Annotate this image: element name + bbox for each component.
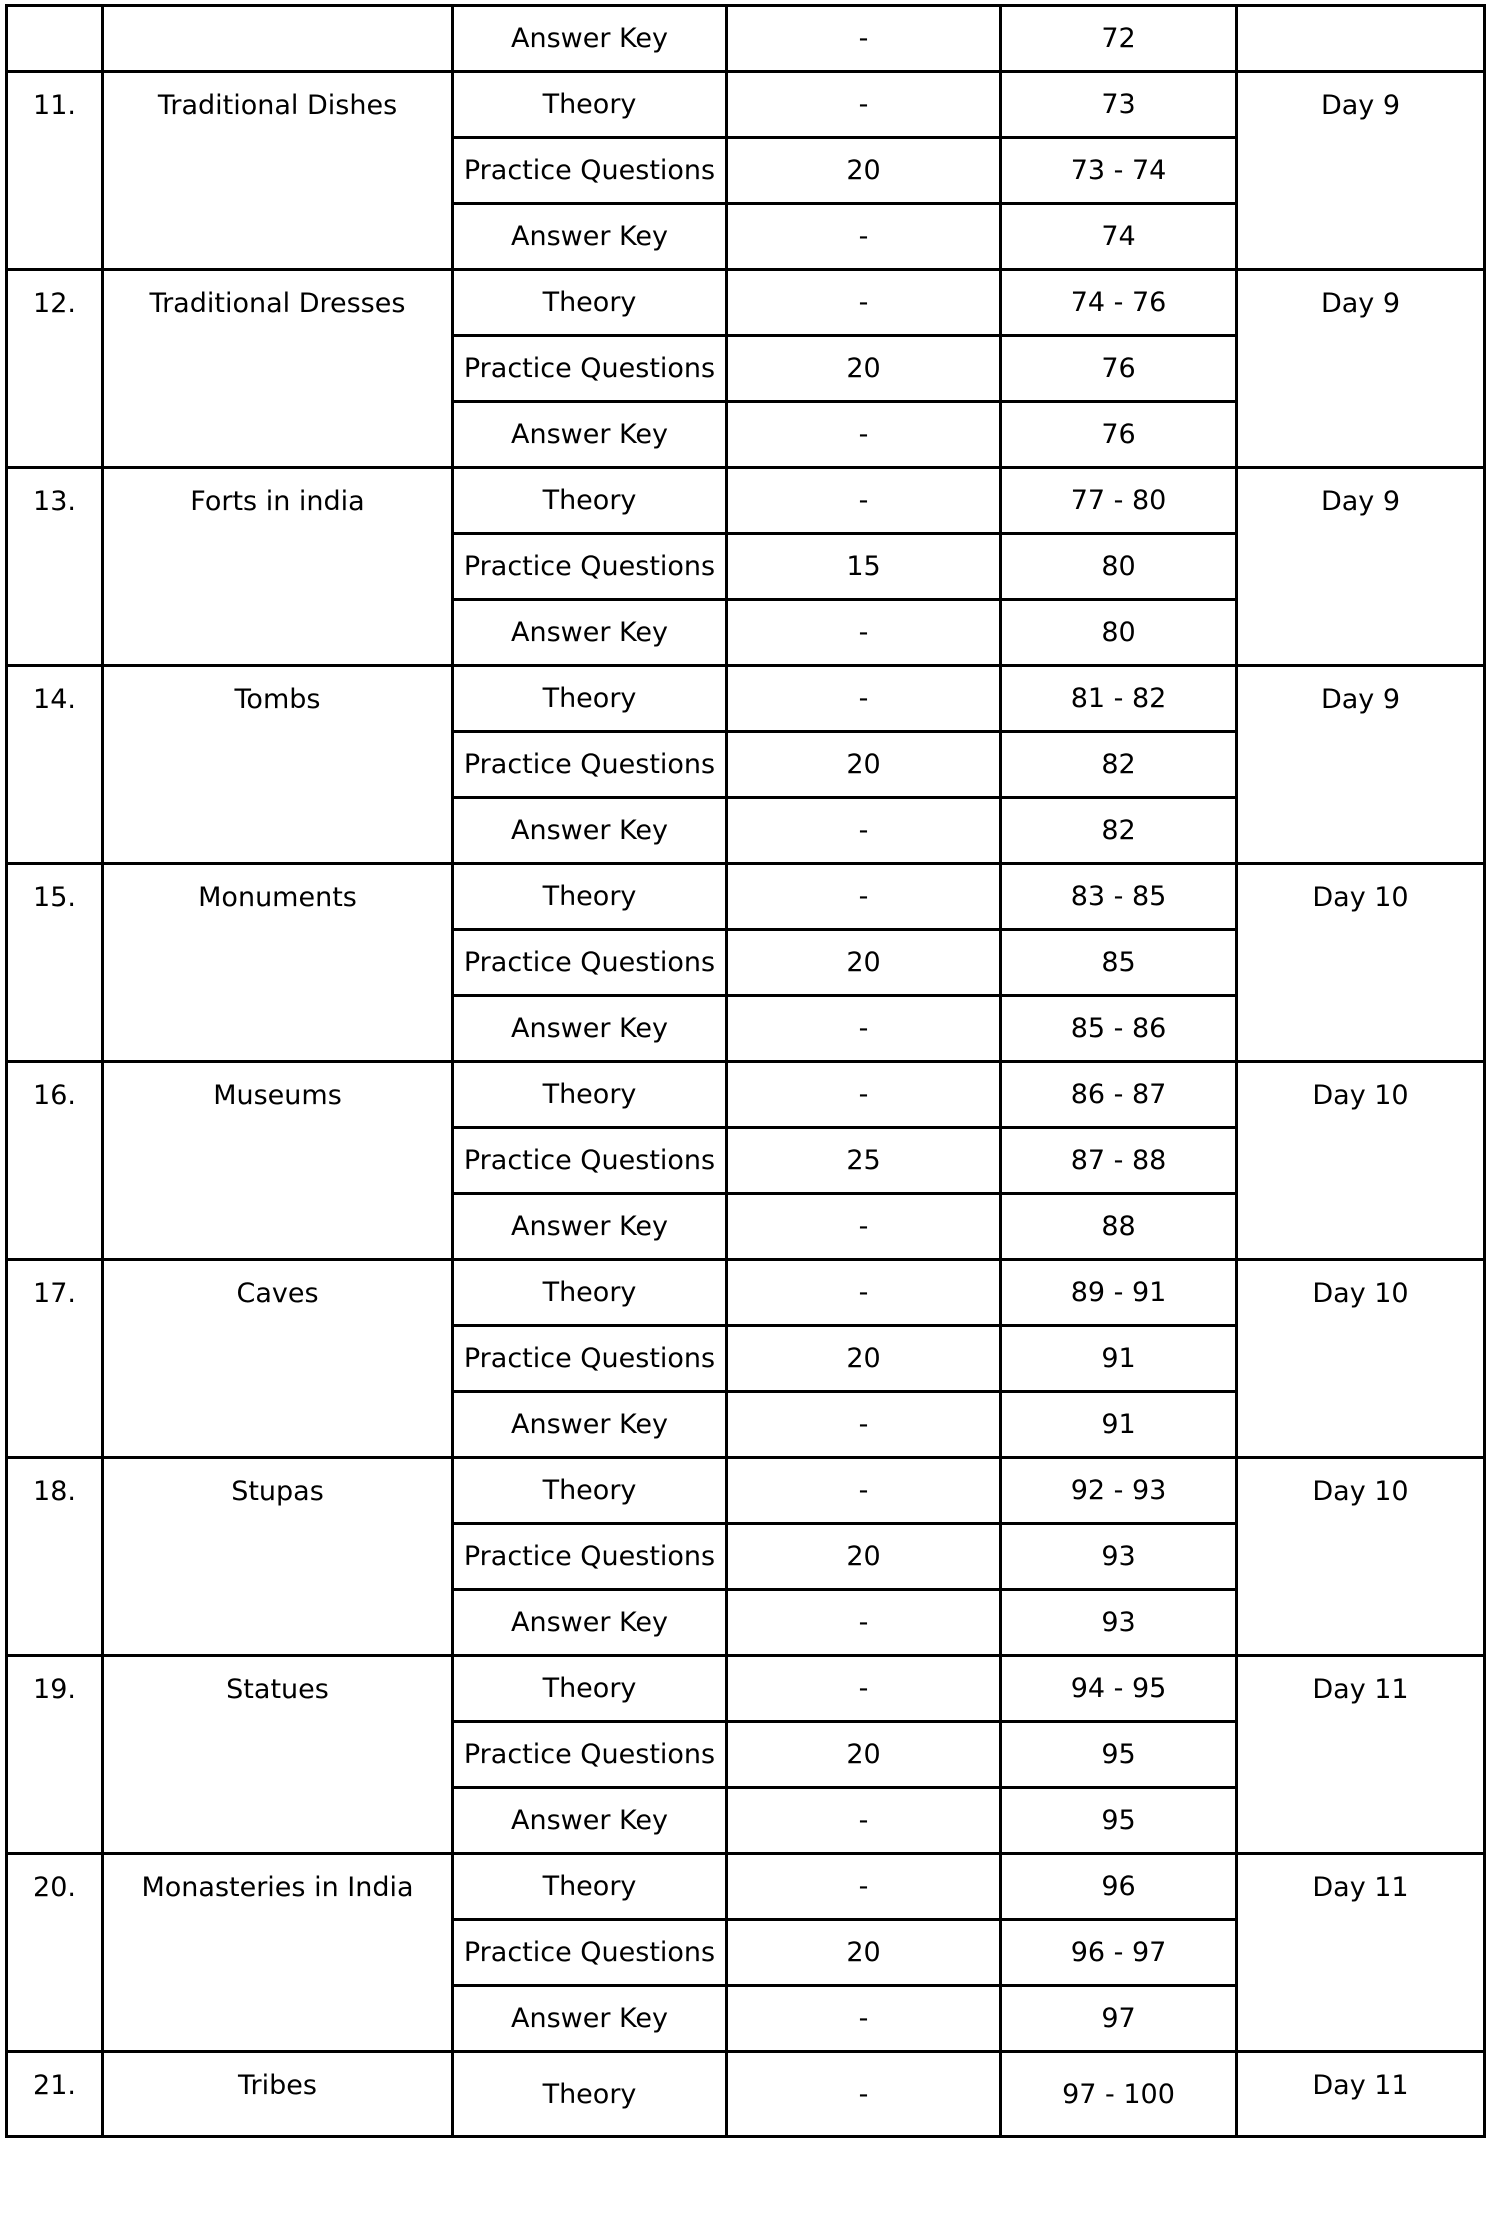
content-type-cell: Theory <box>453 1854 727 1920</box>
question-count-cell: - <box>727 270 1001 336</box>
question-count-cell: - <box>727 864 1001 930</box>
section-day: Day 10 <box>1237 1260 1485 1458</box>
section-day: Day 9 <box>1237 270 1485 468</box>
content-type-cell: Theory <box>453 1062 727 1128</box>
content-type-cell: Practice Questions <box>453 1722 727 1788</box>
page-range-cell: 77 - 80 <box>1001 468 1237 534</box>
question-count-cell: 20 <box>727 930 1001 996</box>
section-topic: Caves <box>103 1260 453 1458</box>
question-count-cell: 25 <box>727 1128 1001 1194</box>
content-type-cell: Theory <box>453 270 727 336</box>
page-range-cell: 95 <box>1001 1788 1237 1854</box>
content-type-cell: Practice Questions <box>453 930 727 996</box>
content-type-cell: Answer Key <box>453 6 727 72</box>
table-row <box>7 6 1485 72</box>
page-range-cell: 85 <box>1001 930 1237 996</box>
table-row <box>7 864 1485 930</box>
section-day: Day 9 <box>1237 468 1485 666</box>
section-number: 16. <box>7 1062 103 1260</box>
content-type-cell: Answer Key <box>453 1788 727 1854</box>
schedule-page <box>5 4 1483 2233</box>
question-count-cell: 15 <box>727 534 1001 600</box>
section-day: Day 11 <box>1237 1656 1485 1854</box>
table-row <box>7 1854 1485 1920</box>
content-type-cell: Answer Key <box>453 1194 727 1260</box>
page-range-cell: 91 <box>1001 1326 1237 1392</box>
content-type-cell: Theory <box>453 864 727 930</box>
section-day: Day 11 <box>1237 1854 1485 2052</box>
content-type-cell: Answer Key <box>453 204 727 270</box>
question-count-cell: - <box>727 1656 1001 1722</box>
question-count-cell: - <box>727 666 1001 732</box>
section-number: 19. <box>7 1656 103 1854</box>
section-day: Day 9 <box>1237 72 1485 270</box>
question-count-cell: - <box>727 1590 1001 1656</box>
content-type-cell: Answer Key <box>453 1392 727 1458</box>
table-row <box>7 1458 1485 1524</box>
page-range-cell: 83 - 85 <box>1001 864 1237 930</box>
section-topic: Monuments <box>103 864 453 1062</box>
topic-cell <box>103 6 453 72</box>
content-type-cell: Answer Key <box>453 402 727 468</box>
page-range-cell: 72 <box>1001 6 1237 72</box>
page-range-cell: 96 <box>1001 1854 1237 1920</box>
section-topic: Tombs <box>103 666 453 864</box>
content-type-cell: Answer Key <box>453 798 727 864</box>
section-topic: Stupas <box>103 1458 453 1656</box>
page-range-cell: 86 - 87 <box>1001 1062 1237 1128</box>
question-count-cell: - <box>727 6 1001 72</box>
content-type-cell: Theory <box>453 666 727 732</box>
question-count-cell: 20 <box>727 1920 1001 1986</box>
page-range-cell: 94 - 95 <box>1001 1656 1237 1722</box>
content-type-cell: Theory <box>453 2052 727 2137</box>
section-topic: Statues <box>103 1656 453 1854</box>
question-count-cell: - <box>727 1788 1001 1854</box>
section-number: 17. <box>7 1260 103 1458</box>
section-topic: Monasteries in India <box>103 1854 453 2052</box>
section-topic: Museums <box>103 1062 453 1260</box>
question-count-cell: - <box>727 1458 1001 1524</box>
page-range-cell: 96 - 97 <box>1001 1920 1237 1986</box>
question-count-cell: - <box>727 1392 1001 1458</box>
content-type-cell: Practice Questions <box>453 336 727 402</box>
content-type-cell: Practice Questions <box>453 1524 727 1590</box>
question-count-cell: - <box>727 600 1001 666</box>
page-range-cell: 74 - 76 <box>1001 270 1237 336</box>
question-count-cell: 20 <box>727 138 1001 204</box>
question-count-cell: - <box>727 468 1001 534</box>
day-cell <box>1237 6 1485 72</box>
content-type-cell: Answer Key <box>453 600 727 666</box>
page-range-cell: 74 <box>1001 204 1237 270</box>
question-count-cell: - <box>727 1986 1001 2052</box>
table-row <box>7 666 1485 732</box>
content-type-cell: Answer Key <box>453 996 727 1062</box>
table-row <box>7 270 1485 336</box>
table-row <box>7 1260 1485 1326</box>
page-range-cell: 87 - 88 <box>1001 1128 1237 1194</box>
content-type-cell: Practice Questions <box>453 1128 727 1194</box>
content-type-cell: Answer Key <box>453 1986 727 2052</box>
page-range-cell: 97 - 100 <box>1001 2052 1237 2137</box>
page-range-cell: 93 <box>1001 1524 1237 1590</box>
number-cell <box>7 6 103 72</box>
section-day: Day 10 <box>1237 864 1485 1062</box>
page-range-cell: 95 <box>1001 1722 1237 1788</box>
section-topic: Forts in india <box>103 468 453 666</box>
content-type-cell: Theory <box>453 1458 727 1524</box>
table-row <box>7 1656 1485 1722</box>
question-count-cell: - <box>727 402 1001 468</box>
table-row <box>7 468 1485 534</box>
section-day: Day 11 <box>1237 2052 1485 2137</box>
content-type-cell: Practice Questions <box>453 534 727 600</box>
page-range-cell: 82 <box>1001 798 1237 864</box>
section-number: 18. <box>7 1458 103 1656</box>
section-number: 14. <box>7 666 103 864</box>
question-count-cell: 20 <box>727 1524 1001 1590</box>
section-topic: Tribes <box>103 2052 453 2137</box>
question-count-cell: - <box>727 72 1001 138</box>
question-count-cell: - <box>727 798 1001 864</box>
page-range-cell: 76 <box>1001 402 1237 468</box>
section-topic: Traditional Dishes <box>103 72 453 270</box>
section-day: Day 10 <box>1237 1458 1485 1656</box>
content-type-cell: Practice Questions <box>453 1326 727 1392</box>
question-count-cell: 20 <box>727 732 1001 798</box>
study-schedule-table <box>5 4 1486 2138</box>
section-number: 21. <box>7 2052 103 2137</box>
content-type-cell: Theory <box>453 468 727 534</box>
content-type-cell: Theory <box>453 1656 727 1722</box>
question-count-cell: 20 <box>727 336 1001 402</box>
page-range-cell: 88 <box>1001 1194 1237 1260</box>
page-range-cell: 80 <box>1001 600 1237 666</box>
page-range-cell: 80 <box>1001 534 1237 600</box>
content-type-cell: Answer Key <box>453 1590 727 1656</box>
page-range-cell: 92 - 93 <box>1001 1458 1237 1524</box>
page-range-cell: 81 - 82 <box>1001 666 1237 732</box>
section-number: 11. <box>7 72 103 270</box>
question-count-cell: - <box>727 2052 1001 2137</box>
section-topic: Traditional Dresses <box>103 270 453 468</box>
section-number: 20. <box>7 1854 103 2052</box>
question-count-cell: - <box>727 1854 1001 1920</box>
section-number: 13. <box>7 468 103 666</box>
section-number: 15. <box>7 864 103 1062</box>
page-range-cell: 93 <box>1001 1590 1237 1656</box>
schedule-body <box>7 6 1485 2137</box>
table-row <box>7 2052 1485 2137</box>
page-range-cell: 89 - 91 <box>1001 1260 1237 1326</box>
page-range-cell: 76 <box>1001 336 1237 402</box>
content-type-cell: Practice Questions <box>453 138 727 204</box>
content-type-cell: Practice Questions <box>453 732 727 798</box>
section-day: Day 9 <box>1237 666 1485 864</box>
question-count-cell: - <box>727 204 1001 270</box>
page-range-cell: 73 - 74 <box>1001 138 1237 204</box>
question-count-cell: 20 <box>727 1326 1001 1392</box>
table-row <box>7 72 1485 138</box>
section-number: 12. <box>7 270 103 468</box>
content-type-cell: Theory <box>453 1260 727 1326</box>
page-range-cell: 73 <box>1001 72 1237 138</box>
question-count-cell: - <box>727 1062 1001 1128</box>
content-type-cell: Practice Questions <box>453 1920 727 1986</box>
page-range-cell: 82 <box>1001 732 1237 798</box>
question-count-cell: - <box>727 996 1001 1062</box>
question-count-cell: - <box>727 1194 1001 1260</box>
page-range-cell: 97 <box>1001 1986 1237 2052</box>
section-day: Day 10 <box>1237 1062 1485 1260</box>
page-range-cell: 85 - 86 <box>1001 996 1237 1062</box>
question-count-cell: 20 <box>727 1722 1001 1788</box>
content-type-cell: Theory <box>453 72 727 138</box>
question-count-cell: - <box>727 1260 1001 1326</box>
page-range-cell: 91 <box>1001 1392 1237 1458</box>
table-row <box>7 1062 1485 1128</box>
